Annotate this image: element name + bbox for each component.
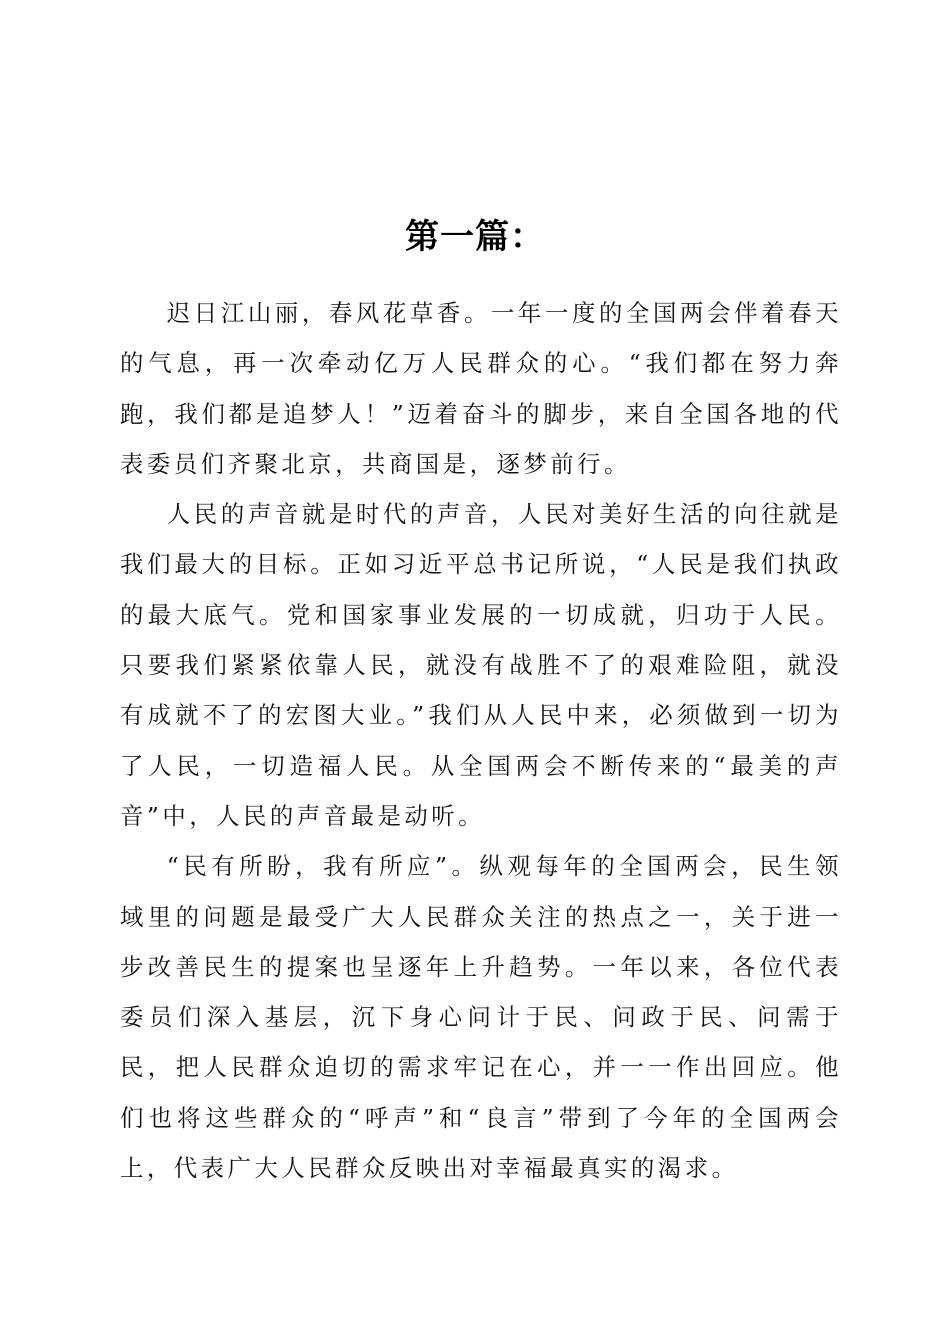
document-body [120,288,842,1193]
paragraph-1: 迟日江山丽，春风花草香。一年一度的全国两会伴着春天的气息，再一次牵动亿万人民群众的心。“我们都在努力奔跑，我们都是追梦人！”迈着奋斗的脚步，来自全国各地的代表委员们齐聚北京，共商国是，逐梦前行。 [120,299,842,478]
paragraph-2: 人民的声音就是时代的声音，人民对美好生活的向往就是我们最大的目标。正如习近平总书记所说，“人民是我们执政的最大底气。党和国家事业发展的一切成就，归功于人民。只要我们紧紧依靠人民，就没有战胜不了的艰难险阻，就没有成就不了的宏图大业。”我们从人民中来，必须做到一切为了人民，一切造福人民。从全国两会不断传来的“最美的声音”中，人民的声音最是动听。 [120,500,842,830]
paragraph-3: “民有所盼，我有所应”。纵观每年的全国两会，民生领域里的问题是最受广大人民群众关注的热点之一，关于进一步改善民生的提案也呈逐年上升趋势。一年以来，各位代表委员们深入基层，沉下身心问计于民、问政于民、问需于民，把人民群众迫切的需求牢记在心，并一一作出回应。他们也将这些群众的“呼声”和“良言”带到了今年的全国两会上，代表广大人民群众反映出对幸福最真实的渴求。 [120,852,842,1183]
document-title: 第一篇： [405,217,545,257]
